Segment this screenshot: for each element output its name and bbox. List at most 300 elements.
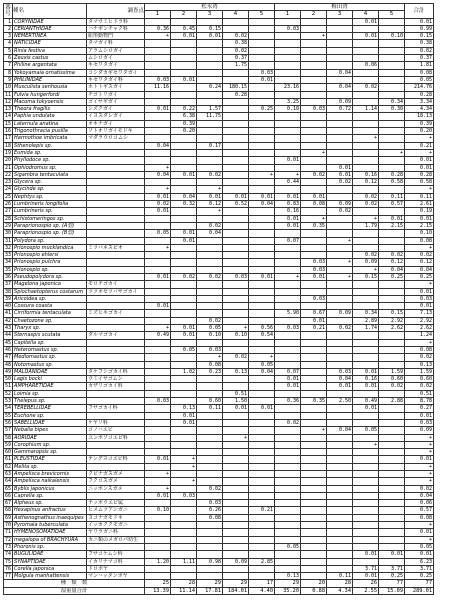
- station-value: 0.01: [249, 273, 275, 280]
- japanese-name: イヨスダレガイ: [87, 113, 145, 120]
- station-value: [275, 33, 301, 40]
- station-value: [197, 522, 223, 529]
- station-value: +: [249, 354, 275, 361]
- station-value: [171, 390, 197, 397]
- station-value: [249, 25, 275, 32]
- station-value: [327, 244, 353, 251]
- station-value: 0.01: [249, 405, 275, 412]
- japanese-name: [87, 237, 145, 244]
- table-row: [4, 120, 434, 127]
- station-value: [223, 215, 249, 222]
- station-value: [353, 449, 379, 456]
- row-number: 59: [5, 441, 12, 448]
- table-row: [4, 558, 434, 565]
- japanese-name: [87, 201, 145, 208]
- station-value: [223, 69, 249, 76]
- station-value: [223, 295, 249, 302]
- station-value: [197, 149, 223, 156]
- table-row: [4, 543, 434, 550]
- station-value: [197, 419, 223, 426]
- station-value: [301, 514, 327, 521]
- station-value: [275, 18, 301, 25]
- species-name: Ophiodromus sp.: [13, 164, 87, 171]
- station-value: 0.22: [171, 106, 197, 113]
- table-row: [4, 346, 434, 353]
- station-value: [249, 40, 275, 47]
- row-total: 4.34: [405, 106, 434, 113]
- japanese-name: [87, 303, 145, 310]
- station-value: 0.01: [223, 193, 249, 200]
- station-value: 0.02: [327, 325, 353, 332]
- japanese-name: [87, 266, 145, 273]
- species-name: Hexapinus anfractus: [13, 507, 87, 514]
- station-value: [223, 106, 249, 113]
- station-value: [353, 142, 379, 149]
- station-value: 0.04: [327, 376, 353, 383]
- station-value: 0.23: [197, 368, 223, 375]
- station-value: 0.04: [145, 142, 171, 149]
- station-value: [171, 339, 197, 346]
- station-value: [275, 346, 301, 353]
- station-value: [223, 485, 249, 492]
- row-total: 0.28: [405, 171, 434, 178]
- japanese-name: キセワタガイ: [87, 62, 145, 69]
- row-total: 0.05: [405, 543, 434, 550]
- row-number: 46: [5, 346, 12, 353]
- footer-wet-weight: 13.39: [145, 587, 171, 594]
- table-row: [4, 266, 434, 273]
- station-value: 0.01: [145, 456, 171, 463]
- japanese-name: タマウミヒドラ科: [87, 18, 145, 25]
- footer-species-count: 28: [327, 580, 353, 587]
- japanese-name: アラムシロガイ: [87, 47, 145, 54]
- station-value: 0.04: [145, 171, 171, 178]
- station-value: 3.25: [275, 98, 301, 105]
- station-value: [353, 244, 379, 251]
- station-value: [171, 149, 197, 156]
- station-value: 0.03: [197, 346, 223, 353]
- station-value: [197, 573, 223, 580]
- station-value: +: [145, 186, 171, 193]
- station-value: 0.02: [275, 419, 301, 426]
- row-total: 0.01: [405, 18, 434, 25]
- station-value: 0.98: [197, 558, 223, 565]
- station-value: [197, 565, 223, 572]
- station-value: [145, 47, 171, 54]
- station-value: 6.38: [171, 113, 197, 120]
- row-number: 65: [5, 485, 12, 492]
- table-row: [4, 91, 434, 98]
- station-value: 0.01: [353, 551, 379, 558]
- station-value: [145, 222, 171, 229]
- station-value: [171, 361, 197, 368]
- station-value: [275, 507, 301, 514]
- station-value: 0.04: [171, 193, 197, 200]
- species-name: Euchone sp.: [13, 412, 87, 419]
- species-name: Tharyx sp.: [13, 325, 87, 332]
- station-value: [353, 47, 379, 54]
- station-value: [353, 339, 379, 346]
- row-number: 39: [5, 295, 12, 302]
- row-number: 14: [5, 113, 12, 120]
- station-value: [353, 157, 379, 164]
- station-value: [275, 390, 301, 397]
- station-value: [171, 164, 197, 171]
- row-total: 0.10: [405, 230, 434, 237]
- row-number: 54: [5, 405, 12, 412]
- table-row: [4, 186, 434, 193]
- station-value: 0.01: [145, 193, 171, 200]
- station-value: [197, 69, 223, 76]
- station-value: [197, 128, 223, 135]
- station-value: 0.04: [327, 427, 353, 434]
- row-total: +: [405, 449, 434, 456]
- footer-species-count: 29: [223, 580, 249, 587]
- station-value: 0.01: [171, 332, 197, 339]
- station-value: [249, 573, 275, 580]
- japanese-name: [87, 164, 145, 171]
- japanese-name: ダルマゴカイ: [87, 332, 145, 339]
- species-name: Magelona japonica: [13, 281, 87, 288]
- species-name: Paraprionospio sp. (A型): [13, 222, 87, 229]
- station-value: 0.07: [275, 368, 301, 375]
- station-value: 0.01: [379, 215, 405, 222]
- station-value: [197, 543, 223, 550]
- station-value: [197, 339, 223, 346]
- station-value: [197, 303, 223, 310]
- station-value: [275, 303, 301, 310]
- station-value: [171, 47, 197, 54]
- species-name: HYMENOSOMATIDAE: [13, 529, 87, 536]
- row-total: 0.02: [405, 47, 434, 54]
- station-value: 0.03: [197, 500, 223, 507]
- station-value: [223, 412, 249, 419]
- station-value: [145, 55, 171, 62]
- station-value: [197, 288, 223, 295]
- table-row: [4, 507, 434, 514]
- station-value: [275, 463, 301, 470]
- header-station: 3: [197, 11, 223, 18]
- station-value: [353, 164, 379, 171]
- table-row: [4, 514, 434, 521]
- species-name: Prionospio ehlersi: [13, 252, 87, 259]
- station-value: [301, 98, 327, 105]
- station-value: [249, 244, 275, 251]
- row-total: 0.04: [405, 266, 434, 273]
- row-number: 22: [5, 171, 12, 178]
- station-value: [249, 266, 275, 273]
- station-value: [145, 412, 171, 419]
- station-value: 0.02: [223, 354, 249, 361]
- station-value: [223, 259, 249, 266]
- table-row: [4, 149, 434, 156]
- species-name: Phoronis sp.: [13, 543, 87, 550]
- station-value: 0.34: [353, 310, 379, 317]
- station-value: [301, 434, 327, 441]
- station-value: [249, 310, 275, 317]
- station-value: [171, 215, 197, 222]
- station-value: [249, 128, 275, 135]
- row-total: 0.38: [405, 40, 434, 47]
- station-value: +: [197, 186, 223, 193]
- japanese-name: シズクガイ: [87, 106, 145, 113]
- footer-wet-weight: 35.20: [275, 587, 301, 594]
- station-value: 1.02: [171, 368, 197, 375]
- row-total: 0.08: [405, 514, 434, 521]
- station-value: [379, 332, 405, 339]
- station-value: [249, 492, 275, 499]
- species-name: Glycera sp.: [13, 179, 87, 186]
- station-value: [301, 558, 327, 565]
- station-value: 0.03: [145, 76, 171, 83]
- table-row: [4, 259, 434, 266]
- table-row: [4, 536, 434, 543]
- row-total: +: [405, 522, 434, 529]
- station-value: 0.02: [223, 47, 249, 54]
- row-total: 0.03: [405, 419, 434, 426]
- station-value: [223, 536, 249, 543]
- japanese-name: [87, 295, 145, 302]
- station-value: [223, 478, 249, 485]
- station-value: [301, 522, 327, 529]
- station-value: [197, 164, 223, 171]
- station-value: 0.12: [197, 201, 223, 208]
- species-name: Sigambra tentaculata: [13, 171, 87, 178]
- station-value: [171, 244, 197, 251]
- station-value: [145, 252, 171, 259]
- station-value: [379, 295, 405, 302]
- table-row: [4, 325, 434, 332]
- station-value: [145, 543, 171, 550]
- japanese-name: [87, 230, 145, 237]
- station-value: [353, 536, 379, 543]
- station-value: 0.05: [353, 427, 379, 434]
- station-value: [379, 405, 405, 412]
- row-total: +: [405, 471, 434, 478]
- station-value: [379, 434, 405, 441]
- station-value: [379, 69, 405, 76]
- station-value: 0.06: [353, 62, 379, 69]
- station-value: +: [301, 215, 327, 222]
- station-value: +: [249, 171, 275, 178]
- station-value: [301, 142, 327, 149]
- station-value: [145, 419, 171, 426]
- table-row: [4, 390, 434, 397]
- station-value: [301, 390, 327, 397]
- station-value: 11.16: [145, 84, 171, 91]
- table-row: [4, 368, 434, 375]
- station-value: [327, 47, 353, 54]
- station-value: [275, 128, 301, 135]
- station-value: [171, 471, 197, 478]
- station-value: [327, 142, 353, 149]
- row-number: 77: [5, 573, 12, 580]
- station-value: [275, 55, 301, 62]
- station-value: [301, 332, 327, 339]
- station-value: [275, 149, 301, 156]
- station-value: 0.10: [379, 33, 405, 40]
- station-value: [379, 281, 405, 288]
- station-value: [379, 419, 405, 426]
- station-value: [249, 164, 275, 171]
- station-value: [223, 471, 249, 478]
- station-value: 0.45: [171, 25, 197, 32]
- station-value: 0.01: [171, 237, 197, 244]
- table-row: [4, 106, 434, 113]
- row-number: 36: [5, 273, 12, 280]
- station-value: 0.05: [171, 346, 197, 353]
- row-number: 44: [5, 332, 12, 339]
- station-value: [327, 230, 353, 237]
- station-value: 0.02: [197, 171, 223, 178]
- table-row: [4, 529, 434, 536]
- japanese-name: カニ類のメガロパ幼生: [87, 536, 145, 543]
- row-total: 3.34: [405, 98, 434, 105]
- station-value: [223, 222, 249, 229]
- station-value: +: [379, 149, 405, 156]
- station-value: [379, 522, 405, 529]
- species-name: Byblis japonicus: [13, 485, 87, 492]
- row-total: 0.08: [405, 346, 434, 353]
- station-value: 0.01: [145, 106, 171, 113]
- station-value: [327, 346, 353, 353]
- japanese-name: ソトオリガイモドキ: [87, 128, 145, 135]
- station-value: [171, 573, 197, 580]
- station-value: [275, 47, 301, 54]
- station-value: [275, 259, 301, 266]
- station-value: 1.59: [379, 368, 405, 375]
- station-value: [145, 361, 171, 368]
- table-row: [4, 419, 434, 426]
- row-total: 0.04: [405, 492, 434, 499]
- station-value: [379, 288, 405, 295]
- row-total: 1.24: [405, 332, 434, 339]
- station-value: [145, 346, 171, 353]
- row-total: 0.01: [405, 157, 434, 164]
- station-value: [249, 434, 275, 441]
- station-value: [327, 500, 353, 507]
- station-value: [275, 120, 301, 127]
- station-value: [275, 317, 301, 324]
- station-value: [379, 91, 405, 98]
- species-name: Nephtys sp.: [13, 193, 87, 200]
- row-number: 37: [5, 281, 12, 288]
- japanese-name: ウミイサゴムシ: [87, 376, 145, 383]
- species-name: Ampelisca brevicornis: [13, 471, 87, 478]
- station-value: +: [301, 33, 327, 40]
- station-value: 0.01: [223, 405, 249, 412]
- table-row: [4, 281, 434, 288]
- station-value: [327, 456, 353, 463]
- species-name: Harmothoe imbricata: [13, 135, 87, 142]
- row-total: 0.01: [405, 164, 434, 171]
- station-value: 0.03: [275, 25, 301, 32]
- station-value: +: [145, 33, 171, 40]
- japanese-name: ドロボヤ: [87, 565, 145, 572]
- table-row: [4, 98, 434, 105]
- row-total: 0.02: [405, 383, 434, 390]
- row-number: 63: [5, 471, 12, 477]
- station-value: +: [171, 478, 197, 485]
- species-name: Sthenolepis sp.: [13, 142, 87, 149]
- station-value: [327, 405, 353, 412]
- station-value: [249, 157, 275, 164]
- station-value: 1.50: [223, 398, 249, 405]
- station-value: [223, 427, 249, 434]
- table-row: [4, 317, 434, 324]
- station-value: [197, 40, 223, 47]
- station-value: [275, 529, 301, 536]
- row-number: 61: [5, 456, 12, 463]
- table-row: [4, 208, 434, 215]
- station-value: 0.07: [275, 237, 301, 244]
- station-value: [145, 565, 171, 572]
- station-value: [301, 573, 327, 580]
- row-number: 74: [5, 551, 12, 558]
- station-value: [301, 18, 327, 25]
- station-value: [275, 405, 301, 412]
- station-value: [171, 565, 197, 572]
- station-value: 0.37: [223, 55, 249, 62]
- station-value: [327, 522, 353, 529]
- station-value: [379, 536, 405, 543]
- station-value: 0.04: [197, 230, 223, 237]
- table-row: [4, 361, 434, 368]
- row-number: 49: [5, 368, 12, 375]
- station-value: [275, 551, 301, 558]
- station-value: 0.16: [275, 208, 301, 215]
- table-row: [4, 76, 434, 83]
- species-name: Prionospio sp.: [13, 266, 87, 273]
- row-number: 25: [5, 193, 12, 200]
- station-value: [249, 186, 275, 193]
- station-value: +: [275, 171, 301, 178]
- station-value: [171, 398, 197, 405]
- station-value: [353, 507, 379, 514]
- row-number: 47: [5, 354, 12, 361]
- station-value: 0.15: [353, 273, 379, 280]
- data-table-container: [3, 3, 434, 595]
- station-value: 0.36: [275, 398, 301, 405]
- station-value: [249, 500, 275, 507]
- station-value: [145, 376, 171, 383]
- station-value: [223, 25, 249, 32]
- station-value: [379, 354, 405, 361]
- footer-wet-weight: 11.14: [171, 587, 197, 594]
- station-value: +: [223, 325, 249, 332]
- table-row: [4, 47, 434, 54]
- station-value: [275, 427, 301, 434]
- station-value: [379, 390, 405, 397]
- station-value: [353, 522, 379, 529]
- station-value: 0.04: [379, 266, 405, 273]
- station-value: 0.56: [249, 325, 275, 332]
- row-total: 214.76: [405, 84, 434, 91]
- station-value: [145, 368, 171, 375]
- station-value: [249, 281, 275, 288]
- station-value: [379, 76, 405, 83]
- row-number: 70: [5, 522, 12, 529]
- station-value: 0.02: [197, 485, 223, 492]
- station-value: [353, 98, 379, 105]
- station-value: [145, 40, 171, 47]
- station-value: [197, 456, 223, 463]
- station-value: [327, 266, 353, 273]
- footer-species-total: 77: [405, 580, 434, 587]
- row-total: +: [405, 463, 434, 470]
- table-row: [4, 164, 434, 171]
- species-name: Chaetozone sp.: [13, 317, 87, 324]
